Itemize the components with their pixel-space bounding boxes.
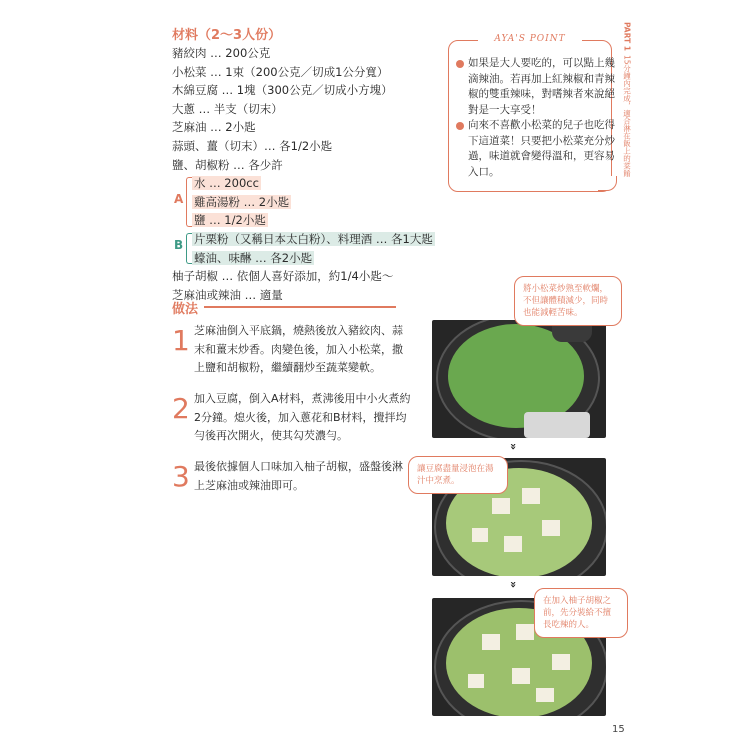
arrow-down-icon: » xyxy=(507,580,521,589)
bullet-dot-icon xyxy=(456,60,464,68)
ingredient-item: 鹽、胡椒粉 … 各少許 xyxy=(172,157,283,172)
chapter-label: PART 1 xyxy=(622,22,632,51)
step-number: 3 xyxy=(172,460,190,493)
ingredient-item: 蒜頭、薑（切末）… 各1/2小匙 xyxy=(172,138,333,153)
step-1 xyxy=(172,322,417,382)
ingredients-list xyxy=(172,44,435,304)
method-title-rule xyxy=(204,306,396,308)
ingredient-item: 豬絞肉 … 200公克 xyxy=(172,46,271,60)
tip-text: 如果是大人要吃的，可以點上幾滴辣油。若再加上紅辣椒和青辣椒的雙重辣味，對嗜辣者來說絕對是一大享受！ xyxy=(468,57,615,116)
ingredient-group-b xyxy=(172,230,435,267)
ingredient-item: 柚子胡椒 … 依個人喜好添加，約1/4小匙～ xyxy=(172,269,394,284)
note-bubble-2: 讓豆腐盡量浸泡在湯汁中烹煮。 xyxy=(408,456,508,494)
bullet-dot-icon xyxy=(456,122,464,130)
side-chapter-tab xyxy=(620,22,634,177)
ingredient-item: 芝麻油或辣油 … 適量 xyxy=(172,287,283,302)
group-a-bracket xyxy=(186,177,192,227)
ingredient-a-item: 鹽 … 1/2小匙 xyxy=(194,213,266,228)
ingredient-b-item: 蠔油、味醂 … 各2小匙 xyxy=(194,250,313,265)
ingredient-b-item: 片栗粉（又稱日本太白粉）、料理酒 … 各1大匙 xyxy=(194,231,433,246)
ingredient-item: 木綿豆腐 … 1塊（300公克／切成小方塊） xyxy=(172,83,393,98)
group-a-mark: A xyxy=(174,192,184,207)
step-number: 1 xyxy=(172,324,190,357)
chapter-subtitle: 15分鐘內完成，適合淋在飯上的菜餚 xyxy=(622,55,632,178)
tip-text: 向來不喜歡小松菜的兒子也吃得下這道菜！只要把小松菜充分炒過，味道就會變得溫和，更容易入口。 xyxy=(468,119,615,178)
step-text: 最後依據個人口味加入柚子胡椒，盛盤後淋上芝麻油或辣油即可。 xyxy=(194,460,403,492)
group-b-mark: B xyxy=(174,237,184,252)
step-text: 加入豆腐，倒入A材料，煮沸後用中小火煮約2分鐘。熄火後，加入蔥花和B材料，攪拌均勻後再次開火，使其勾芡濃勻。 xyxy=(194,392,411,442)
ingredient-group-a xyxy=(172,174,435,230)
note-bubble-3: 在加入柚子胡椒之前，先分裝給不擅長吃辣的人。 xyxy=(534,588,628,638)
ingredients-title: 材料（2～3人份） xyxy=(172,28,282,43)
ingredient-item: 芝麻油 … 2小匙 xyxy=(172,120,256,135)
tip-item xyxy=(456,118,618,180)
step-number: 2 xyxy=(172,392,190,425)
tip-item xyxy=(456,56,618,118)
step-2 xyxy=(172,390,417,450)
page-number: 15 xyxy=(612,724,625,735)
group-b-bracket xyxy=(186,233,192,264)
method-title: 做法 xyxy=(172,302,199,317)
ingredient-a-item: 雞高湯粉 … 2小匙 xyxy=(194,194,290,209)
step-1-photo xyxy=(432,320,606,438)
step-text: 芝麻油倒入平底鍋，燒熱後放入豬絞肉、蒜末和薑末炒香。肉變色後，加入小松菜，撒上鹽和胡椒粉，繼續翻炒至蔬菜變軟。 xyxy=(194,324,403,374)
arrow-down-icon: » xyxy=(507,442,521,451)
tips-title: AYA'S POINT xyxy=(478,34,582,44)
ingredient-item: 大蔥 … 半支（切末） xyxy=(172,101,283,116)
note-bubble-1: 將小松菜炒熟至軟爛，不但讓體積減少，同時也能減輕苦味。 xyxy=(514,276,622,326)
step-3 xyxy=(172,458,417,498)
ingredient-item: 小松菜 … 1束（200公克／切成1公分寬） xyxy=(172,64,389,79)
ingredient-a-item: 水 … 200cc xyxy=(194,176,259,191)
